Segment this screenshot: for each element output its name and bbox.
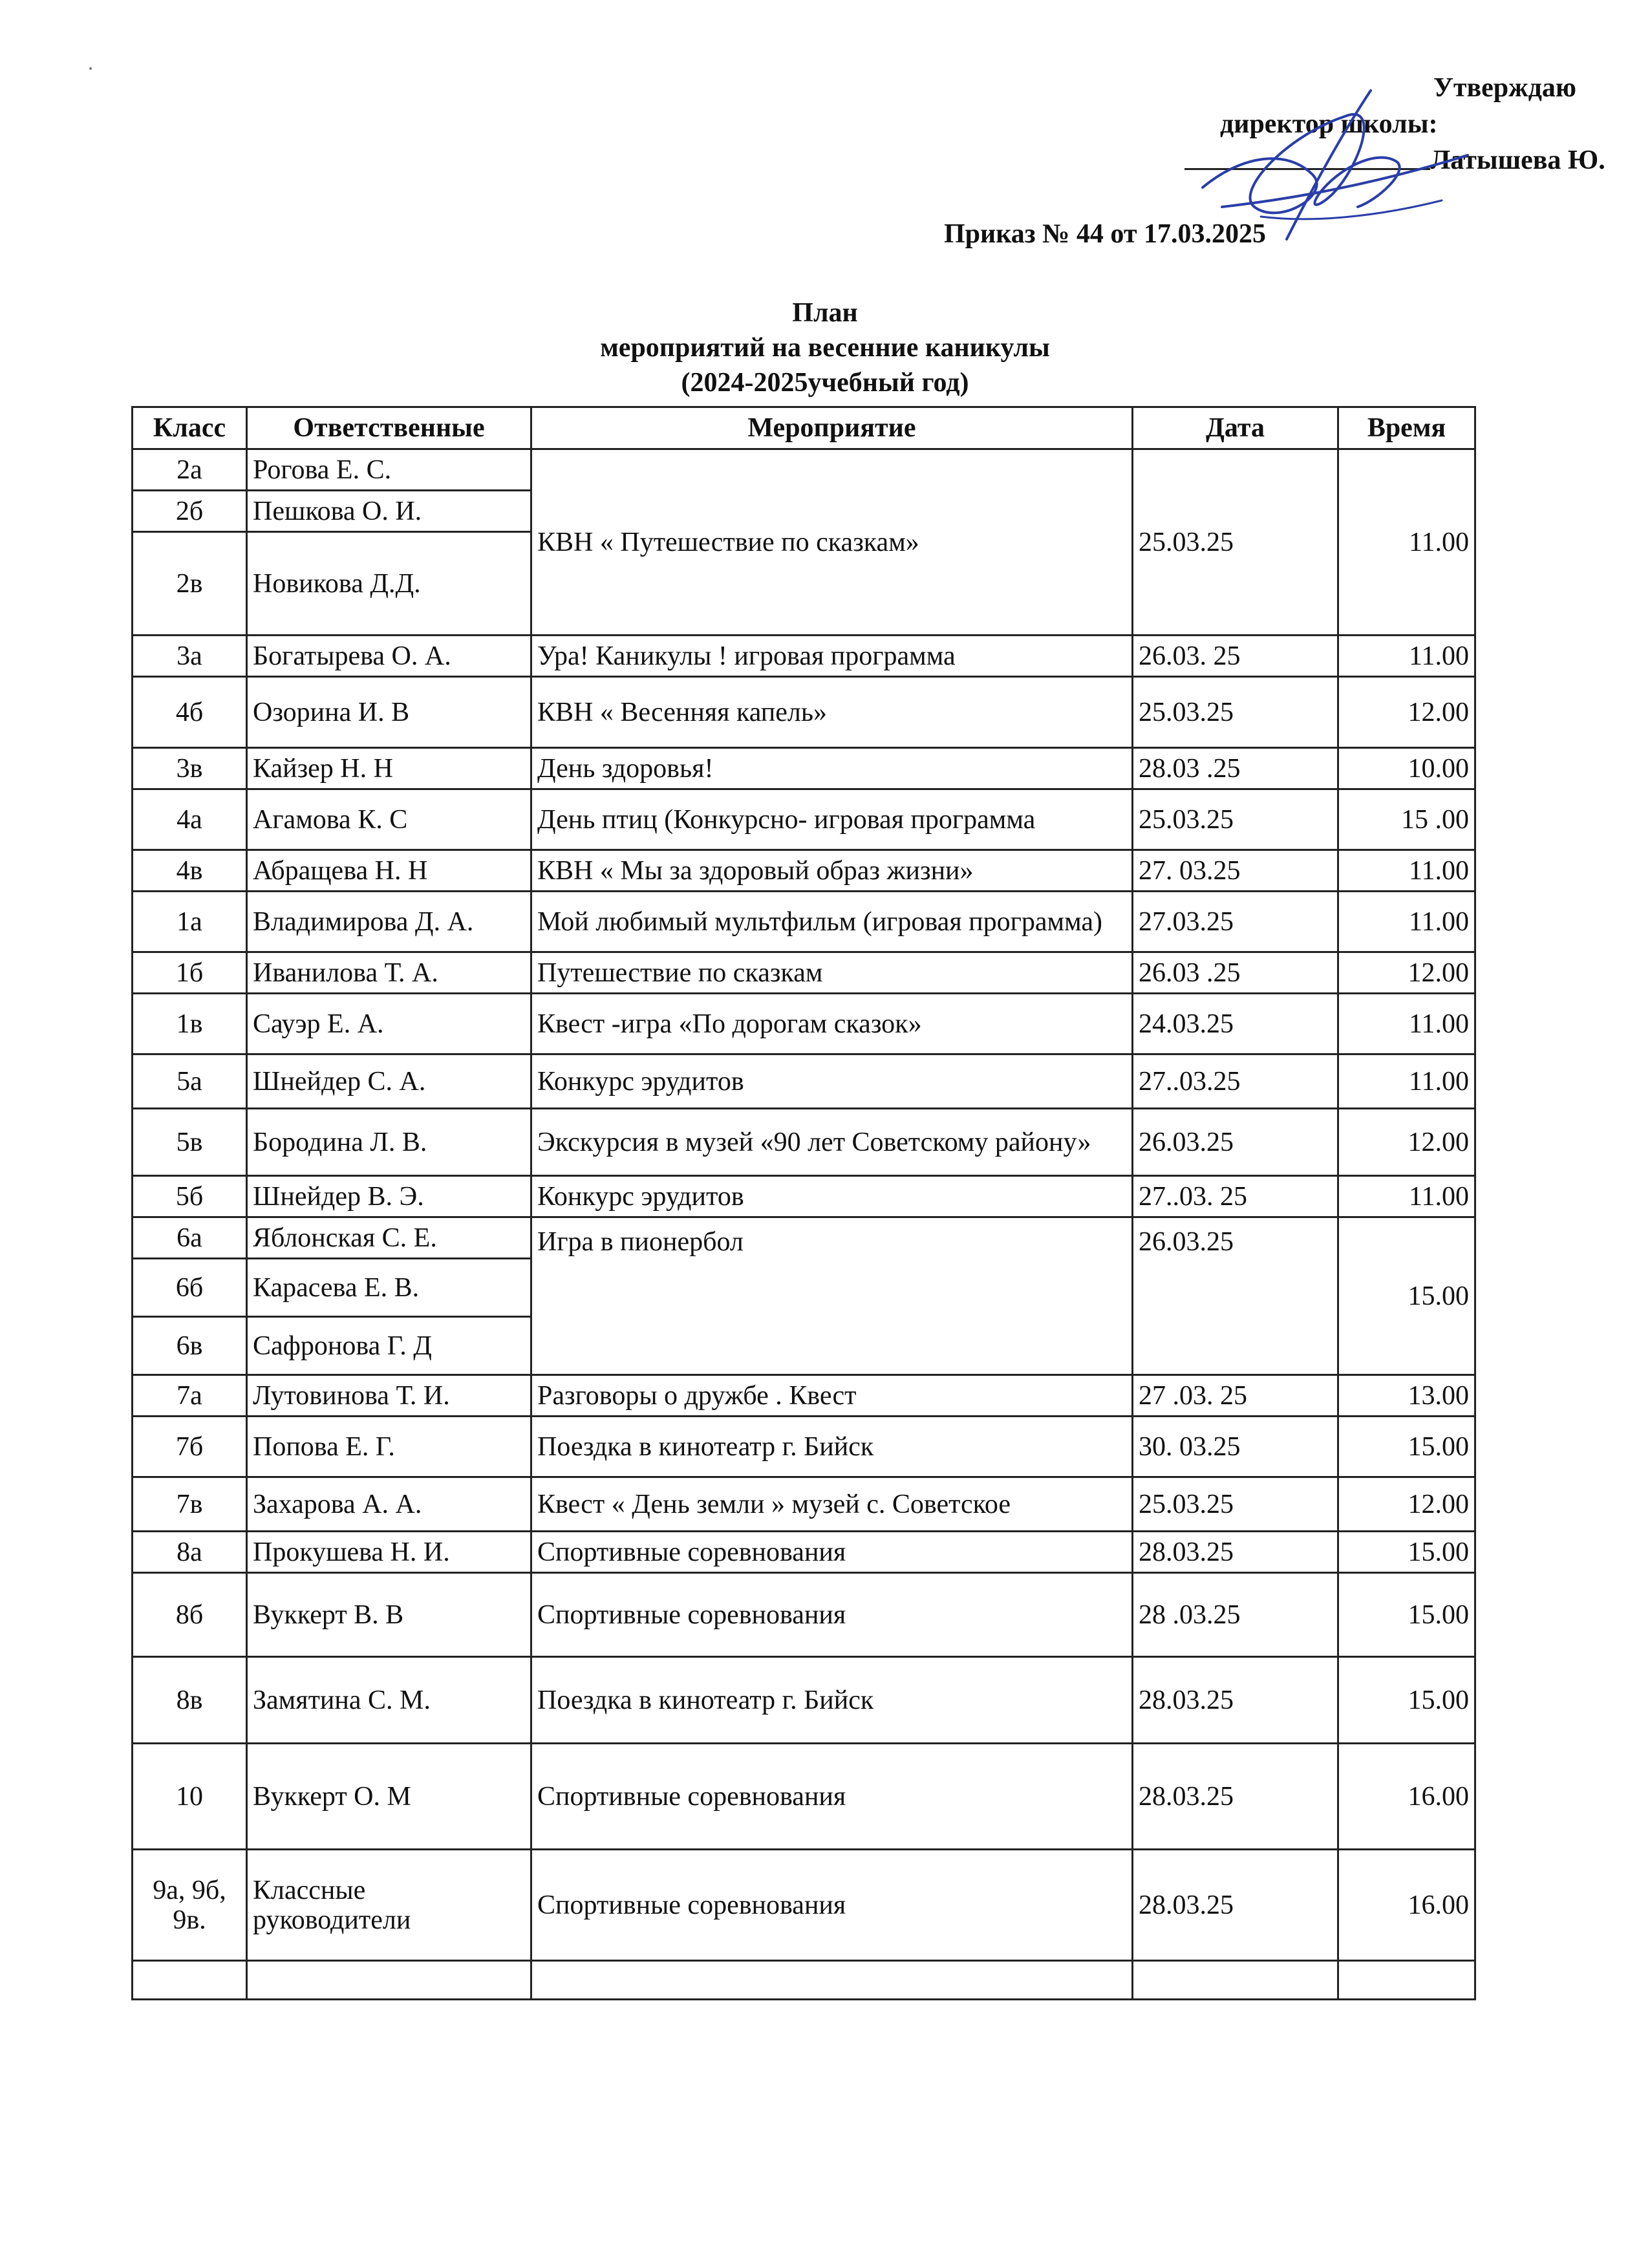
date-cell: 30. 03.25 (1133, 1417, 1338, 1477)
event-cell: Поездка в кинотеатр г. Бийск (531, 1417, 1133, 1477)
event-cell: Спортивные соревнования (531, 1573, 1133, 1657)
class-cell: 9а, 9б, 9в. (133, 1850, 247, 1961)
responsible-cell: Классные руководители (247, 1850, 531, 1961)
date-cell: 28.03 .25 (1133, 748, 1338, 789)
class-cell: 4а (133, 789, 247, 850)
date-cell: 28.03.25 (1133, 1657, 1338, 1744)
event-cell: День здоровья! (531, 748, 1133, 789)
responsible-cell: Иванилова Т. А. (247, 952, 531, 994)
time-cell: 11.00 (1338, 892, 1475, 952)
time-cell: 15.00 (1338, 1573, 1475, 1657)
responsible-cell: Шнейдер С. А. (247, 1054, 531, 1109)
table-row (133, 636, 1475, 677)
event-cell: Разговоры о дружбе . Квест (531, 1375, 1133, 1417)
table-row (133, 1573, 1475, 1657)
time-cell: 10.00 (1338, 748, 1475, 789)
time-cell: 15.00 (1338, 1657, 1475, 1744)
class-cell: 5б (133, 1176, 247, 1217)
event-cell: Ура! Каникулы ! игровая программа (531, 636, 1133, 677)
time-cell: 15.00 (1338, 1417, 1475, 1477)
table-row (133, 449, 1475, 491)
time-cell: 15 .00 (1338, 789, 1475, 850)
date-cell: 26.03. 25 (1133, 636, 1338, 677)
plan-subtitle: мероприятий на весенние каникулы (600, 333, 1050, 363)
date-cell: 25.03.25 (1133, 1477, 1338, 1532)
header-class: Класс (133, 407, 247, 449)
table-row (133, 1657, 1475, 1744)
table-row (133, 892, 1475, 952)
empty-cell (531, 1961, 1133, 2000)
time-cell: 15.00 (1338, 1532, 1475, 1573)
table-row (133, 677, 1475, 748)
responsible-cell: Захарова А. А. (247, 1477, 531, 1532)
class-cell: 6б (133, 1259, 247, 1317)
date-cell: 28.03.25 (1133, 1532, 1338, 1573)
responsible-cell: Новикова Д.Д. (247, 532, 531, 636)
event-cell: Спортивные соревнования (531, 1532, 1133, 1573)
time-cell: 11.00 (1338, 1176, 1475, 1217)
event-cell: КВН « Мы за здоровый образ жизни» (531, 850, 1133, 892)
class-cell: 3в (133, 748, 247, 789)
class-cell: 8а (133, 1532, 247, 1573)
approval-name: Латышева Ю. (1430, 145, 1605, 175)
responsible-cell: Попова Е. Г. (247, 1417, 531, 1477)
responsible-cell: Шнейдер В. Э. (247, 1176, 531, 1217)
event-cell: Мой любимый мультфильм (игровая программа) (531, 892, 1133, 952)
time-cell: 12.00 (1338, 677, 1475, 748)
responsible-cell: Владимирова Д. А. (247, 892, 531, 952)
date-cell: 26.03.25 (1133, 1109, 1338, 1176)
table-row (133, 994, 1475, 1054)
event-cell: Экскурсия в музей «90 лет Советскому району» (531, 1109, 1133, 1176)
class-cell: 6а (133, 1217, 247, 1259)
table-row (133, 789, 1475, 850)
responsible-cell: Лутовинова Т. И. (247, 1375, 531, 1417)
date-cell: 26.03 .25 (1133, 952, 1338, 994)
date-cell: 27..03.25 (1133, 1054, 1338, 1109)
event-cell: Игра в пионербол (531, 1217, 1133, 1375)
class-cell: 1а (133, 892, 247, 952)
table-row (133, 1477, 1475, 1532)
empty-cell (133, 1961, 247, 2000)
time-cell: 12.00 (1338, 952, 1475, 994)
table-row (133, 952, 1475, 994)
time-cell: 11.00 (1338, 1054, 1475, 1109)
table-row (133, 1850, 1475, 1961)
date-cell: 27. 03.25 (1133, 850, 1338, 892)
responsible-cell: Абращева Н. Н (247, 850, 531, 892)
date-cell: 25.03.25 (1133, 789, 1338, 850)
date-cell: 28.03.25 (1133, 1850, 1338, 1961)
empty-cell (1133, 1961, 1338, 2000)
time-cell: 11.00 (1338, 449, 1475, 636)
table-row (133, 850, 1475, 892)
responsible-cell: Пешкова О. И. (247, 491, 531, 532)
time-cell: 16.00 (1338, 1744, 1475, 1850)
time-cell: 12.00 (1338, 1109, 1475, 1176)
table-row (133, 1375, 1475, 1417)
time-cell: 15.00 (1338, 1217, 1475, 1375)
date-cell: 27 .03. 25 (1133, 1375, 1338, 1417)
time-cell: 11.00 (1338, 994, 1475, 1054)
class-cell: 7а (133, 1375, 247, 1417)
event-cell: Спортивные соревнования (531, 1850, 1133, 1961)
responsible-cell: Богатырева О. А. (247, 636, 531, 677)
date-cell: 27..03. 25 (1133, 1176, 1338, 1217)
date-cell: 25.03.25 (1133, 677, 1338, 748)
time-cell: 12.00 (1338, 1477, 1475, 1532)
class-cell: 5а (133, 1054, 247, 1109)
time-cell: 11.00 (1338, 850, 1475, 892)
date-cell: 24.03.25 (1133, 994, 1338, 1054)
event-cell: КВН « Путешествие по сказкам» (531, 449, 1133, 636)
time-cell: 16.00 (1338, 1850, 1475, 1961)
class-cell: 4б (133, 677, 247, 748)
table-row (133, 1176, 1475, 1217)
date-cell: 27.03.25 (1133, 892, 1338, 952)
class-cell: 1б (133, 952, 247, 994)
time-cell: 13.00 (1338, 1375, 1475, 1417)
time-cell: 11.00 (1338, 636, 1475, 677)
plan-title: План (792, 298, 858, 328)
class-cell: 7в (133, 1477, 247, 1532)
table-row (133, 1054, 1475, 1109)
class-cell: 2в (133, 532, 247, 636)
approval-title: Утверждаю (1433, 73, 1576, 103)
class-cell: 8в (133, 1657, 247, 1744)
table-row (133, 748, 1475, 789)
responsible-cell: Озорина И. В (247, 677, 531, 748)
table-header-row (133, 407, 1475, 449)
event-cell: Путешествие по сказкам (531, 952, 1133, 994)
order-number: Приказ № 44 от 17.03.2025 (944, 219, 1266, 249)
responsible-cell: Бородина Л. В. (247, 1109, 531, 1176)
events-table (131, 406, 1476, 2000)
responsible-cell: Рогова Е. С. (247, 449, 531, 491)
empty-row (133, 1961, 1475, 2000)
event-cell: Квест -игра «По дорогам сказок» (531, 994, 1133, 1054)
class-cell: 2б (133, 491, 247, 532)
table-row (133, 1109, 1475, 1176)
responsible-cell: Сауэр Е. А. (247, 994, 531, 1054)
class-cell: 4в (133, 850, 247, 892)
date-cell: 28 .03.25 (1133, 1573, 1338, 1657)
table-row (133, 1217, 1475, 1259)
responsible-cell: Вуккерт В. В (247, 1573, 531, 1657)
responsible-cell: Кайзер Н. Н (247, 748, 531, 789)
responsible-cell: Карасева Е. В. (247, 1259, 531, 1317)
class-cell: 6в (133, 1317, 247, 1375)
class-cell: 8б (133, 1573, 247, 1657)
class-cell: 2а (133, 449, 247, 491)
responsible-cell: Вуккерт О. М (247, 1744, 531, 1850)
class-cell: 5в (133, 1109, 247, 1176)
class-cell: 10 (133, 1744, 247, 1850)
class-cell: 3а (133, 636, 247, 677)
responsible-cell: Агамова К. С (247, 789, 531, 850)
responsible-cell: Сафронова Г. Д (247, 1317, 531, 1375)
header-event: Мероприятие (531, 407, 1133, 449)
event-cell: Квест « День земли » музей с. Советское (531, 1477, 1133, 1532)
responsible-cell: Замятина С. М. (247, 1657, 531, 1744)
table-row (133, 1744, 1475, 1850)
header-time: Время (1338, 407, 1475, 449)
responsible-cell: Яблонская С. Е. (247, 1217, 531, 1259)
date-cell: 25.03.25 (1133, 449, 1338, 636)
event-cell: День птиц (Конкурсно- игровая программа (531, 789, 1133, 850)
class-cell: 7б (133, 1417, 247, 1477)
plan-year: (2024-2025учебный год) (681, 368, 969, 398)
empty-cell (247, 1961, 531, 2000)
event-cell: Конкурс эрудитов (531, 1054, 1133, 1109)
date-cell: 28.03.25 (1133, 1744, 1338, 1850)
header-responsible: Ответственные (247, 407, 531, 449)
event-cell: КВН « Весенняя капель» (531, 677, 1133, 748)
table-row (133, 1532, 1475, 1573)
event-cell: Спортивные соревнования (531, 1744, 1133, 1850)
table-row (133, 1417, 1475, 1477)
header-date: Дата (1133, 407, 1338, 449)
date-cell: 26.03.25 (1133, 1217, 1338, 1375)
approval-position: директор школы: (1220, 109, 1438, 139)
class-cell: 1в (133, 994, 247, 1054)
event-cell: Поездка в кинотеатр г. Бийск (531, 1657, 1133, 1744)
responsible-cell: Прокушева Н. И. (247, 1532, 531, 1573)
empty-cell (1338, 1961, 1475, 2000)
event-cell: Конкурс эрудитов (531, 1176, 1133, 1217)
scan-speck (89, 67, 92, 70)
